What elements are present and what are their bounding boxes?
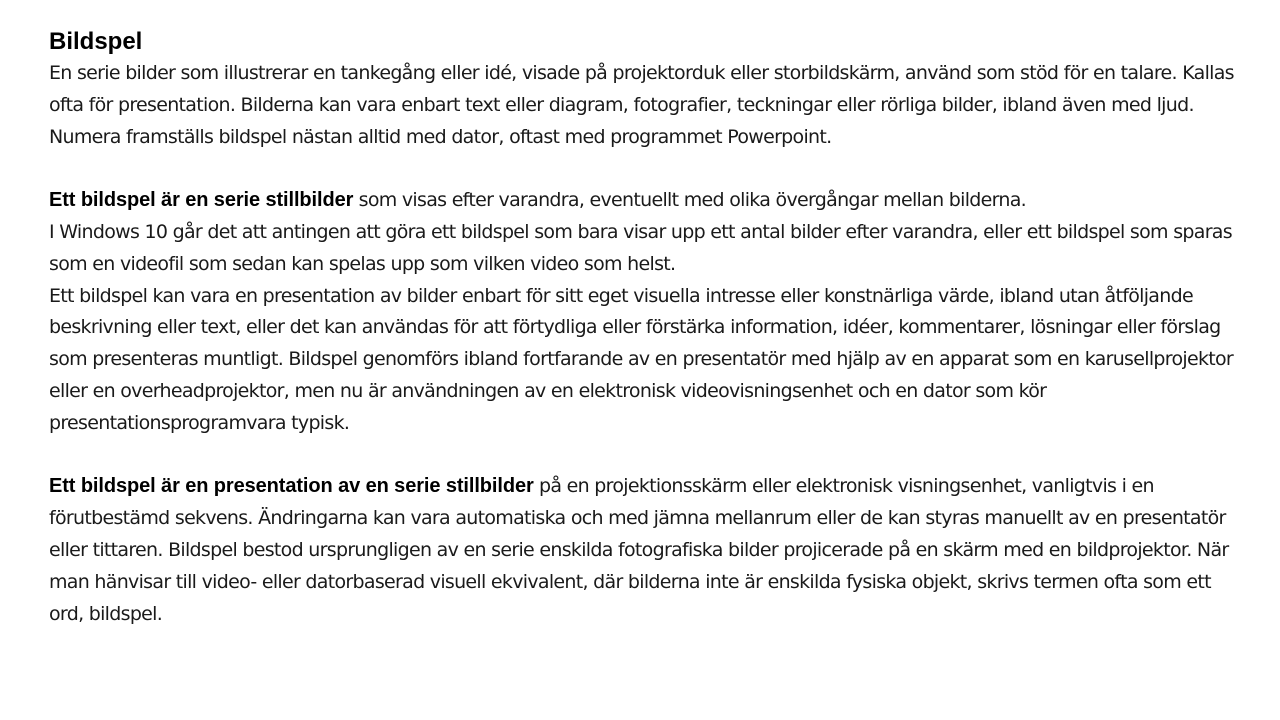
- windows-paragraph: I Windows 10 går det att antingen att göra ett bildspel som bara visar upp ett antal bilder efter varandra, eller ett bildspel som sparas som en videofil som sedan kan spelas upp som vilken video som helst.: [49, 220, 1232, 275]
- definition-1-text: som visas efter varandra, eventuellt med olika övergångar mellan bilderna.: [353, 189, 1027, 212]
- definition-1-bold: Ett bildspel är en serie stillbilder: [49, 189, 354, 212]
- paragraph-spacer: [49, 440, 1239, 472]
- definition-2-text: på en projektionsskärm eller elektronisk visningsenhet, vanligtvis i en förutbestämd sekvens. Ändringarna kan vara automatiska och med jämna mellanrum eller de kan styras manuellt av en presentatör eller tittaren. Bildspel bestod ursprungligen av en serie enskilda fotografiska bilder projicerade på en skärm med en bildprojektor. När man hänvisar till video- eller datorbaserad visuell ekvivalent, där bilderna inte är enskilda fysiska objekt, skrivs termen ofta som ett ord, bildspel.: [49, 475, 1229, 625]
- usage-paragraph: Ett bildspel kan vara en presentation av bilder enbart för sitt eget visuella intresse eller konstnärliga värde, ibland utan åtföljande beskrivning eller text, eller det kan användas för att förtydliga eller förstärka information, idéer, kommentarer, lösningar eller förslag som presenteras muntligt. Bildspel genomförs ibland fortfarande av en presentatör med hjälp av en apparat som en karusellprojektor eller en overheadprojektor, men nu är användningen av en elektronisk videovisningsenhet och en dator som kör presentationsprogramvara typisk.: [49, 284, 1234, 434]
- paragraph-spacer: [49, 153, 1239, 185]
- slide-content: [49, 26, 1239, 630]
- intro-paragraph: En serie bilder som illustrerar en tankegång eller idé, visade på projektorduk eller storbildskärm, använd som stöd för en talare. Kallas ofta för presentation. Bilderna kan vara enbart text eller diagram, fotografier, teckningar eller rörliga bilder, ibland även med ljud. Numera framställs bildspel nästan alltid med dator, oftast med programmet Powerpoint.: [49, 62, 1234, 148]
- definition-paragraph-1: [49, 185, 1239, 217]
- page-title: Bildspel: [49, 28, 143, 55]
- definition-paragraph-2: [49, 471, 1239, 630]
- definition-2-bold: Ett bildspel är en presentation av en serie stillbilder: [49, 475, 534, 498]
